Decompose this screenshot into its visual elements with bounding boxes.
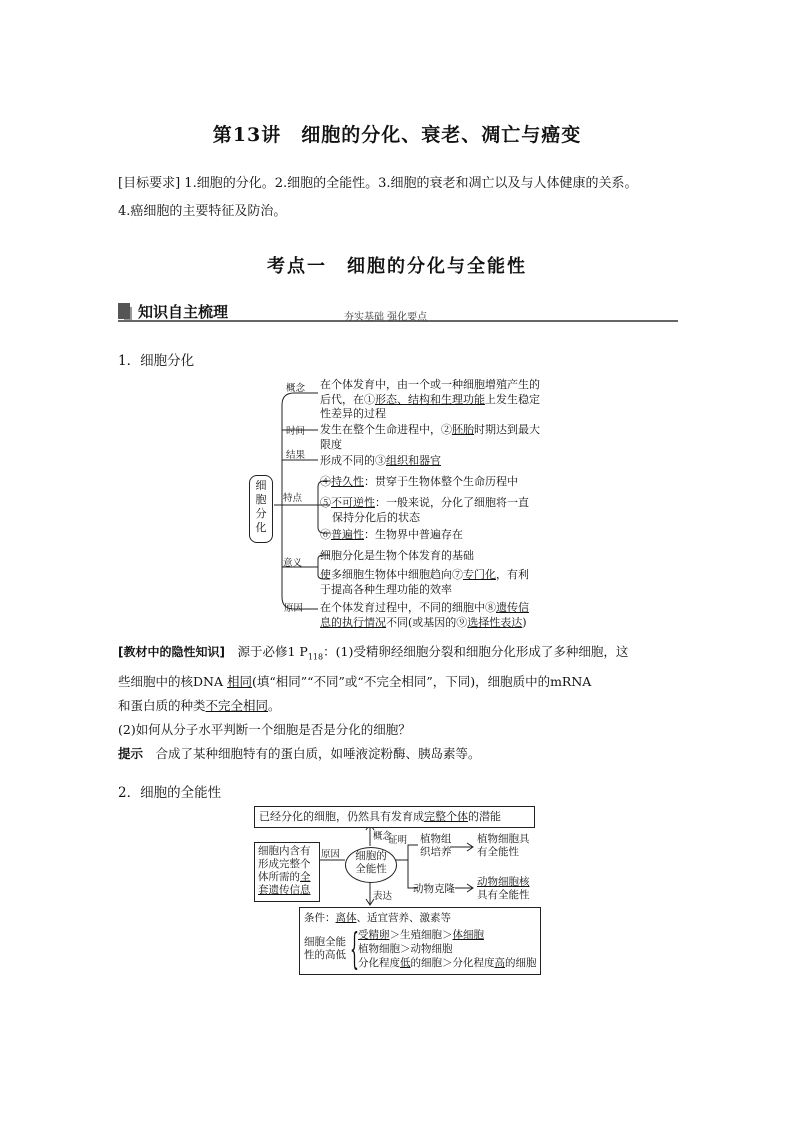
meaning-prefix: 使多细胞生物体中细胞趋向⑦	[320, 568, 463, 581]
concept-text	[320, 378, 540, 422]
proof-line: 具有全能性	[477, 889, 530, 901]
meaning-2	[320, 568, 529, 597]
rank-text: 分化程度	[358, 957, 400, 969]
banner-title: 知识自主梳理	[138, 303, 229, 321]
cause-text	[320, 601, 529, 630]
hidden-knowledge	[118, 640, 690, 766]
time-line	[320, 423, 540, 438]
feature-num: ④	[320, 475, 331, 488]
rank-label-line: 性的高低	[304, 949, 346, 961]
meaning-label: 意义	[283, 558, 303, 569]
concept-answer: 形态、结构和生理功能	[375, 392, 485, 406]
root-char: 细	[255, 479, 267, 492]
hidden-source: 源于必修1 P	[224, 644, 308, 659]
concept-prefix: 已经分化的细胞，仍然具有发育成	[259, 810, 424, 823]
concept-prefix: 后代，在①	[320, 392, 375, 406]
banner-mark-shadow	[118, 303, 130, 319]
banner-subtitle: 夯实基础 强化要点	[344, 312, 428, 323]
goal-line-1: 1.细胞的分化。2.细胞的全能性。3.细胞的衰老和凋亡以及与人体健康的关系。	[184, 176, 638, 191]
hint-text: 合成了某种细胞特有的蛋白质，如唾液淀粉酶、胰岛素等。	[143, 745, 481, 761]
feature-3	[320, 528, 463, 543]
time-label: 时间	[286, 426, 306, 437]
proof-2-result	[477, 876, 530, 902]
condition-rest: 、适宜营养、激素等	[356, 912, 451, 924]
reason-answer-cont: 套遗传信息	[258, 884, 311, 896]
diff-heading: 1．细胞分化	[118, 353, 195, 369]
feature-desc: ：一般来说，分化了细胞将一直	[375, 496, 529, 509]
concept-answer: 完整个体	[424, 810, 468, 823]
feature-1	[320, 475, 518, 490]
totipotency-heading: 2．细胞的全能性	[118, 785, 222, 801]
rank-list	[358, 928, 537, 970]
reason-line: 体所需的	[258, 871, 300, 883]
proof-arrow-label: 证明	[388, 835, 408, 846]
feature-label: 特点	[283, 493, 303, 504]
meaning-suffix: ，有利	[496, 568, 529, 581]
feature-num: ⑤	[320, 496, 331, 509]
goal-line-2: 4.癌细胞的主要特征及防治。	[118, 204, 287, 219]
time-prefix: 发生在整个生命进程中，②	[320, 423, 452, 436]
root-char: 化	[255, 521, 267, 534]
reason-answer: 全	[300, 871, 311, 883]
rank-label-line: 细胞全能	[304, 936, 346, 948]
knowledge-banner	[118, 300, 678, 324]
cause-answer-2: 选择性表达	[467, 615, 523, 629]
rank-text: 的细胞	[505, 957, 537, 969]
condition-label: 条件：	[304, 912, 336, 924]
hidden-q1-cont2: (填“相同”“不同”或“不完全相同”，下同)，细胞质中的mRNA	[251, 673, 592, 689]
concept-line	[320, 393, 540, 408]
time-suffix: 时期达到最大	[474, 423, 540, 436]
center-line: 全能性	[355, 863, 387, 875]
condition-line	[304, 911, 451, 926]
concept-arrow-label: 概念	[373, 831, 393, 842]
reason-line: 细胞内含有	[258, 845, 311, 857]
meaning-line: 于提高各种生理功能的效率	[320, 582, 452, 596]
cause-mid: 不同(或基因的⑨	[386, 615, 468, 629]
concept-label: 概念	[286, 383, 306, 394]
reason-arrow-label: 原因	[321, 849, 341, 860]
hidden-q1: ：(1)受精卵经细胞分裂和细胞分化形成了多种细胞，这	[323, 644, 629, 659]
cause-answer: 遗传信	[496, 601, 529, 614]
time-line: 限度	[320, 437, 342, 451]
time-text	[320, 423, 540, 452]
express-arrow-label: 表达	[373, 891, 393, 902]
meaning-answer: 专门化	[463, 568, 496, 581]
proof-line: 植物组	[420, 833, 452, 845]
proof-line: 植物细胞具	[477, 833, 530, 845]
concept-suffix: 的潜能	[468, 810, 501, 823]
result-answer: 组织和器官	[386, 454, 441, 467]
goal-label: [目标要求]	[118, 176, 181, 191]
rank-2: 植物细胞＞动物细胞	[358, 943, 453, 955]
feature-desc-cont: 保持分化后的状态	[332, 510, 420, 524]
root-char: 分	[255, 507, 267, 520]
feature-answer: 不可逆性	[331, 496, 375, 509]
feature-desc: ：贯穿于生物体整个生命历程中	[364, 475, 518, 488]
diff-root-box	[249, 475, 273, 543]
condition-answer: 离体	[335, 912, 357, 924]
hidden-answer-1: 相同	[226, 673, 252, 689]
feature-2	[320, 496, 529, 525]
rank-brace-icon: {	[350, 927, 359, 975]
feature-answer: 持久性	[331, 475, 364, 488]
totipotency-concept-box	[254, 806, 535, 828]
rank-answer: 体细胞	[452, 929, 484, 941]
rank-answer: 受精卵	[358, 929, 390, 941]
rank-label	[304, 936, 346, 962]
reason-line: 形成完整个	[258, 858, 311, 870]
reason-box	[254, 842, 320, 902]
page-title: 第13讲 细胞的分化、衰老、凋亡与癌变	[212, 124, 582, 146]
hint-label: 提示	[118, 745, 144, 761]
result-text	[320, 454, 441, 469]
result-prefix: 形成不同的③	[320, 454, 386, 467]
hidden-q1-cont3: 和蛋白质的种类	[118, 697, 206, 713]
feature-num: ⑥	[320, 528, 331, 541]
proof-1-method	[420, 833, 452, 859]
hidden-label: [教材中的隐性知识]	[118, 645, 225, 659]
hidden-period: 。	[268, 697, 281, 713]
expression-box	[299, 907, 541, 975]
cause-answer-cont: 息的执行情况	[320, 615, 386, 629]
hidden-page: 118	[307, 652, 324, 662]
cause-prefix: 在个体发育过程中，不同的细胞中⑧	[320, 601, 496, 614]
cause-suffix: )	[522, 615, 527, 629]
proof-answer: 动物细胞核	[477, 876, 530, 888]
time-answer: 胚胎	[452, 423, 474, 436]
feature-desc: ：生物界中普遍存在	[364, 528, 463, 541]
proof-2-method: 动物克隆	[413, 883, 455, 895]
section-title: 考点一 细胞的分化与全能性	[267, 256, 527, 277]
rank-text: 的细胞＞分化程度	[410, 957, 495, 969]
proof-line: 织培养	[420, 846, 452, 858]
center-ellipse	[345, 847, 397, 883]
center-line: 细胞的	[355, 850, 387, 862]
hidden-answer-2: 不完全相同	[205, 697, 269, 713]
proof-line: 有全能性	[477, 846, 519, 858]
rank-mid: ＞生殖细胞＞	[389, 929, 453, 941]
rank-1	[358, 928, 537, 942]
meaning-1: 细胞分化是生物个体发育的基础	[320, 549, 474, 562]
rank-3	[358, 956, 537, 970]
concept-line: 性差异的过程	[320, 407, 386, 420]
rank-answer: 低	[400, 957, 411, 969]
hidden-q1-cont: 些细胞中的核DNA	[118, 673, 227, 689]
concept-suffix: 上发生稳定	[485, 392, 540, 406]
root-char: 胞	[255, 493, 267, 506]
concept-line: 在个体发育中，由一个或一种细胞增殖产生的	[320, 378, 540, 391]
proof-1-result	[477, 833, 530, 859]
result-label: 结果	[286, 450, 306, 461]
feature-answer: 普遍性	[331, 528, 364, 541]
goal-requirements	[118, 170, 688, 226]
hidden-q2: (2)如何从分子水平判断一个细胞是否是分化的细胞？	[118, 721, 411, 737]
rank-answer: 高	[494, 957, 505, 969]
cause-label: 原因	[284, 603, 304, 614]
